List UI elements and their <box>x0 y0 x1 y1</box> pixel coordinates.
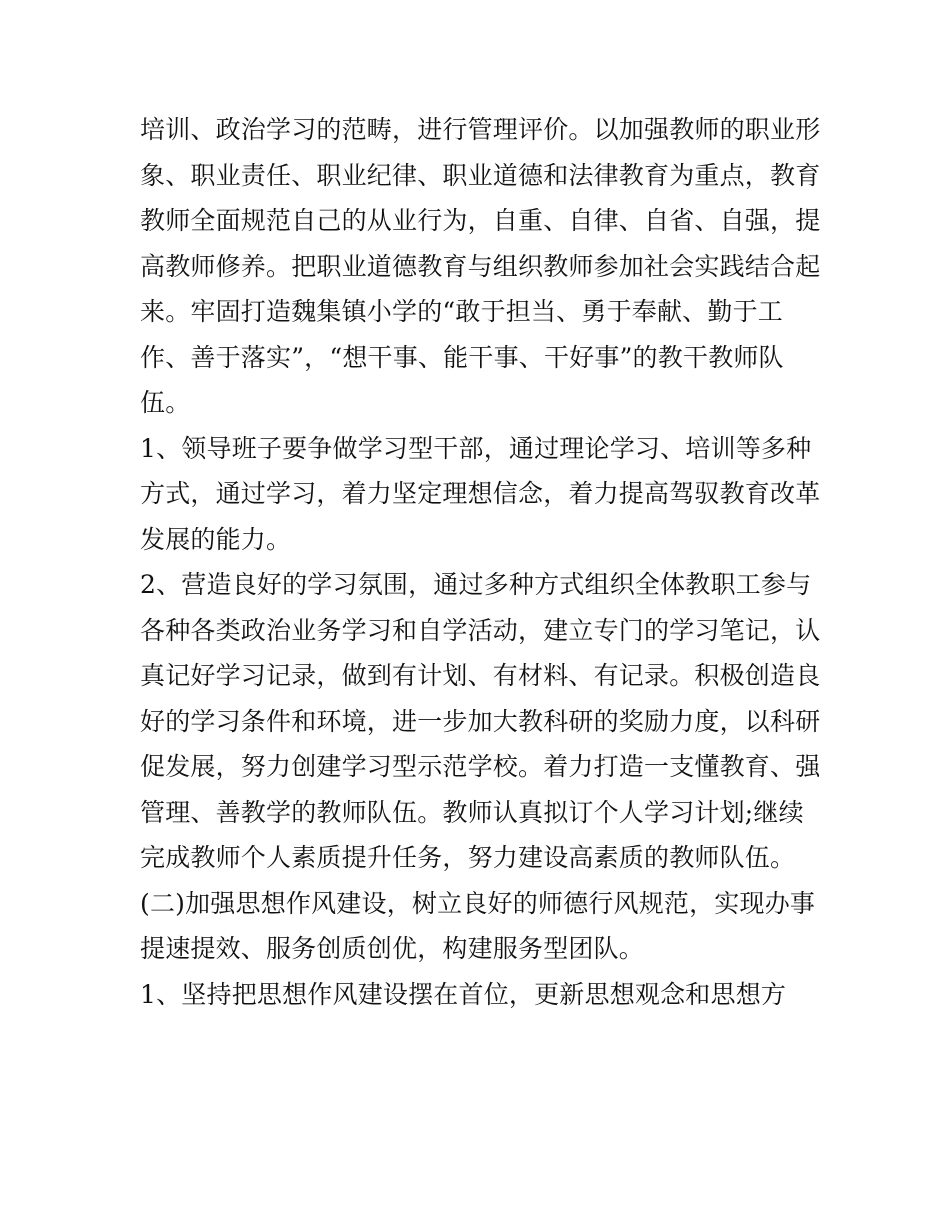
text-line: 来。牢固打造魏集镇小学的“敢于担当、勇于奉献、勤于工 <box>140 297 783 326</box>
text-line: 教师全面规范自己的从业行为，自重、自律、自省、自强，提 <box>140 206 821 235</box>
text-line: 好的学习条件和环境，进一步加大教科研的奖励力度，以科研 <box>140 706 821 736</box>
text-line: 高教师修养。把职业道德教育与组织教师参加社会实践结合起 <box>140 251 821 281</box>
text-line: 管理、善教学的教师队伍。教师认真拟订个人学习计划;继续 <box>140 797 804 827</box>
text-line: 提速提效、服务创质创优，构建服务型团队。 <box>140 934 645 963</box>
text-line: 发展的能力。 <box>140 524 292 554</box>
text-line: 方式，通过学习，着力坚定理想信念，着力提高驾驭教育改革 <box>140 479 821 508</box>
text-line: 促发展，努力创建学习型示范学校。着力打造一支懂教育、强 <box>140 752 821 781</box>
text-line: 象、职业责任、职业纪律、职业道德和法律教育为重点，教育 <box>140 160 821 190</box>
text-line: 真记好学习记录，做到有计划、有材料、有记录。积极创造良 <box>140 661 821 690</box>
text-line: 作、善于落实”，“想干事、能干事、干好事”的教干教师队 <box>140 342 784 372</box>
text-line: 各种各类政治业务学习和自学活动，建立专门的学习笔记，认 <box>140 615 821 645</box>
text-line: 1、坚持把思想作风建设摆在首位，更新思想观念和思想方 <box>140 979 787 1009</box>
text-line: 完成教师个人素质提升任务，努力建设高素质的教师队伍。 <box>140 843 796 872</box>
text-line: 2、营造良好的学习氛围，通过多种方式组织全体教职工参与 <box>140 570 812 599</box>
text-line: 培训、政治学习的范畴，进行管理评价。以加强教师的职业形 <box>140 115 821 144</box>
body-text <box>140 107 830 1017</box>
text-line: 1、领导班子要争做学习型干部，通过理论学习、培训等多种 <box>140 433 812 463</box>
text-line: (二)加强思想作风建设，树立良好的师德行风规范，实现办事 <box>140 888 816 918</box>
text-line: 伍。 <box>140 388 191 417</box>
